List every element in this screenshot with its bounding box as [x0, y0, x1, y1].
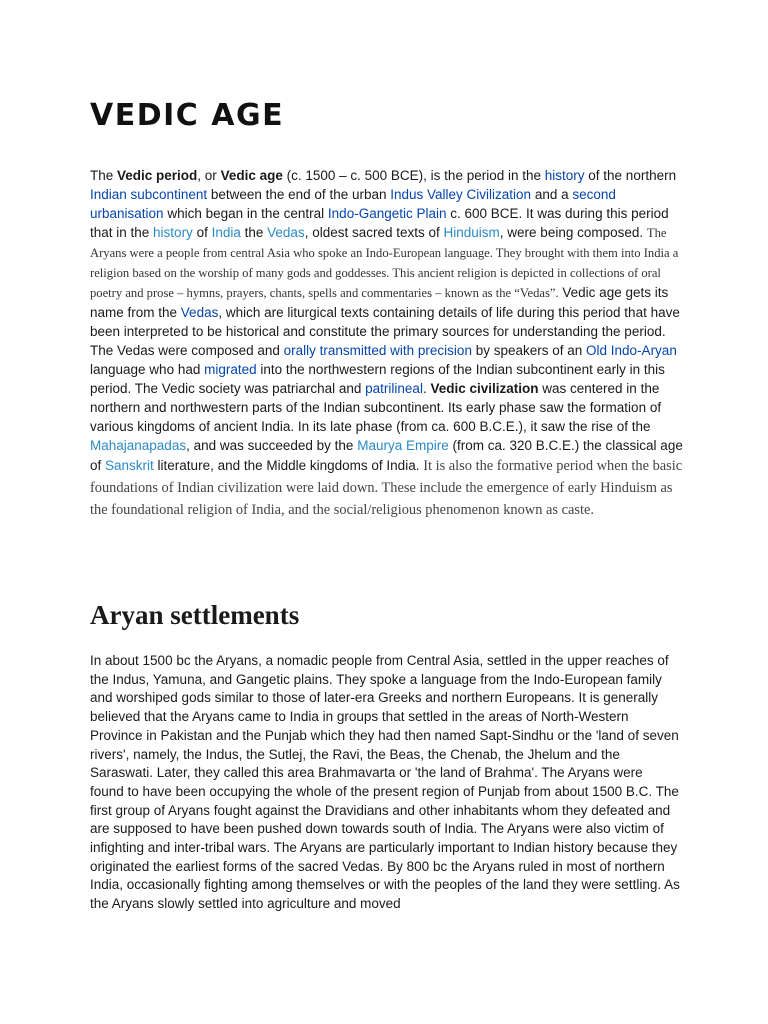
- text: c. 600 BCE. It was during this period that in the: [90, 206, 669, 240]
- text: the: [240, 225, 268, 240]
- text: was centered in the northern and northwestern parts of the Indian subcontinent. Its early phase saw the formation of various kingdoms of ancient India. In its late phase (from ca. 600 B.C.E.), it saw the rise of the: [90, 381, 662, 434]
- text: , and was succeeded by the: [186, 438, 358, 453]
- bold-term: Vedic civilization: [430, 381, 539, 396]
- link-migrated[interactable]: migrated: [204, 362, 257, 377]
- text: (c. 1500 – c. 500 BCE), is the period in the: [282, 168, 545, 183]
- link-history-2[interactable]: history: [153, 225, 193, 240]
- bold-term: Vedic age: [220, 168, 283, 183]
- text: of the northern: [584, 168, 677, 183]
- link-maurya-empire[interactable]: Maurya Empire: [357, 438, 449, 453]
- text: literature, and the Middle kingdoms of India.: [153, 458, 424, 473]
- text: Vedic age gets its name from the: [90, 285, 669, 320]
- text: The: [90, 168, 118, 183]
- text: and a: [531, 187, 573, 202]
- text: into the northwestern regions of the Indian subcontinent early in this period. The Vedic society was patriarchal and: [90, 362, 665, 396]
- link-second-urbanisation[interactable]: second urbanisation: [90, 187, 616, 221]
- link-hinduism[interactable]: Hinduism: [443, 225, 500, 240]
- text: , were being composed.: [499, 225, 647, 240]
- section-heading-aryan-settlements: Aryan settlements: [90, 600, 300, 630]
- link-sanskrit[interactable]: Sanskrit: [105, 458, 154, 473]
- link-mahajanapadas[interactable]: Mahajanapadas: [90, 438, 187, 453]
- link-vedas[interactable]: Vedas: [267, 225, 305, 240]
- text: of: [192, 225, 212, 240]
- vedic-period-paragraph: [90, 166, 688, 521]
- text: which began in the central: [163, 206, 328, 221]
- link-orally-transmitted[interactable]: orally transmitted with precision: [283, 343, 472, 358]
- text: .: [422, 381, 431, 396]
- serif-aryans-text: The Aryans were a people from central Asia who spoke an Indo-European language. They brought with them into India a religion based on the worship of many gods and goddesses. This ancient religion is depicted in collections of oral poetry and prose – hymns, prayers, chants, spells and commentaries – known as the “Vedas”.: [90, 226, 679, 300]
- link-vedas-2[interactable]: Vedas: [180, 305, 219, 320]
- link-india[interactable]: India: [211, 225, 241, 240]
- link-indus-valley-civilization[interactable]: Indus Valley Civilization: [390, 187, 532, 202]
- link-patrilineal[interactable]: patrilineal: [365, 381, 423, 396]
- text: , oldest sacred texts of: [304, 225, 444, 240]
- page-title: VEDIC AGE: [90, 98, 285, 133]
- text: (from ca. 320 B.C.E.) the classical age of: [90, 438, 683, 473]
- link-history[interactable]: history: [544, 168, 585, 183]
- text: language who had: [90, 362, 205, 377]
- text: by speakers of an: [471, 343, 587, 358]
- text: , or: [197, 168, 221, 183]
- text: between the end of the urban: [207, 187, 391, 202]
- link-indo-gangetic-plain[interactable]: Indo-Gangetic Plain: [327, 206, 447, 221]
- aryan-settlements-paragraph: In about 1500 bc the Aryans, a nomadic people from Central Asia, settled in the upper reaches of the Indus, Yamuna, and Gangetic plains. They spoke a language from the Indo-European family and worshiped gods similar to those of later-era Greeks and northern Europeans. It is generally believed that the Aryans came to India in groups that settled in the areas of North-Western Province in Pakistan and the Punjab which they had then named Sapt-Sindhu or the 'land of seven rivers', namely, the Indus, the Sutlej, the Ravi, the Beas, the Chenab, the Jhelum and the Saraswati. Later, they called this area Brahmavarta or 'the land of Brahma'. The Aryans were found to have been occupying the whole of the present region of Punjab from about 1500 B.C. The first group of Aryans fought against the Dravidians and other inhabitants whom they defeated and are supposed to have been pushed down towards south of India. The Aryans were also victim of infighting and inter-tribal wars. The Aryans are particularly important to Indian history because they originated the earliest forms of the sacred Vedas. By 800 bc the Aryans ruled in most of northern India, occasionally fighting among themselves or with the peoples of the land they were settling. As the Aryans slowly settled into agriculture and moved: [90, 653, 680, 912]
- link-indian-subcontinent[interactable]: Indian subcontinent: [90, 187, 208, 202]
- bold-term: Vedic period: [117, 168, 198, 183]
- serif-formative-period-text: It is also the formative period when the basic foundations of Indian civilization were laid down. These include the emergence of early Hinduism as the foundational religion of India, and the social/religious phenomenon known as caste.: [90, 458, 683, 518]
- text: , which are liturgical texts containing details of life during this period that have been interpreted to be historical and constitute the primary sources for understanding the period. The Vedas were composed and: [90, 305, 680, 358]
- link-old-indo-aryan[interactable]: Old Indo-Aryan: [586, 343, 677, 358]
